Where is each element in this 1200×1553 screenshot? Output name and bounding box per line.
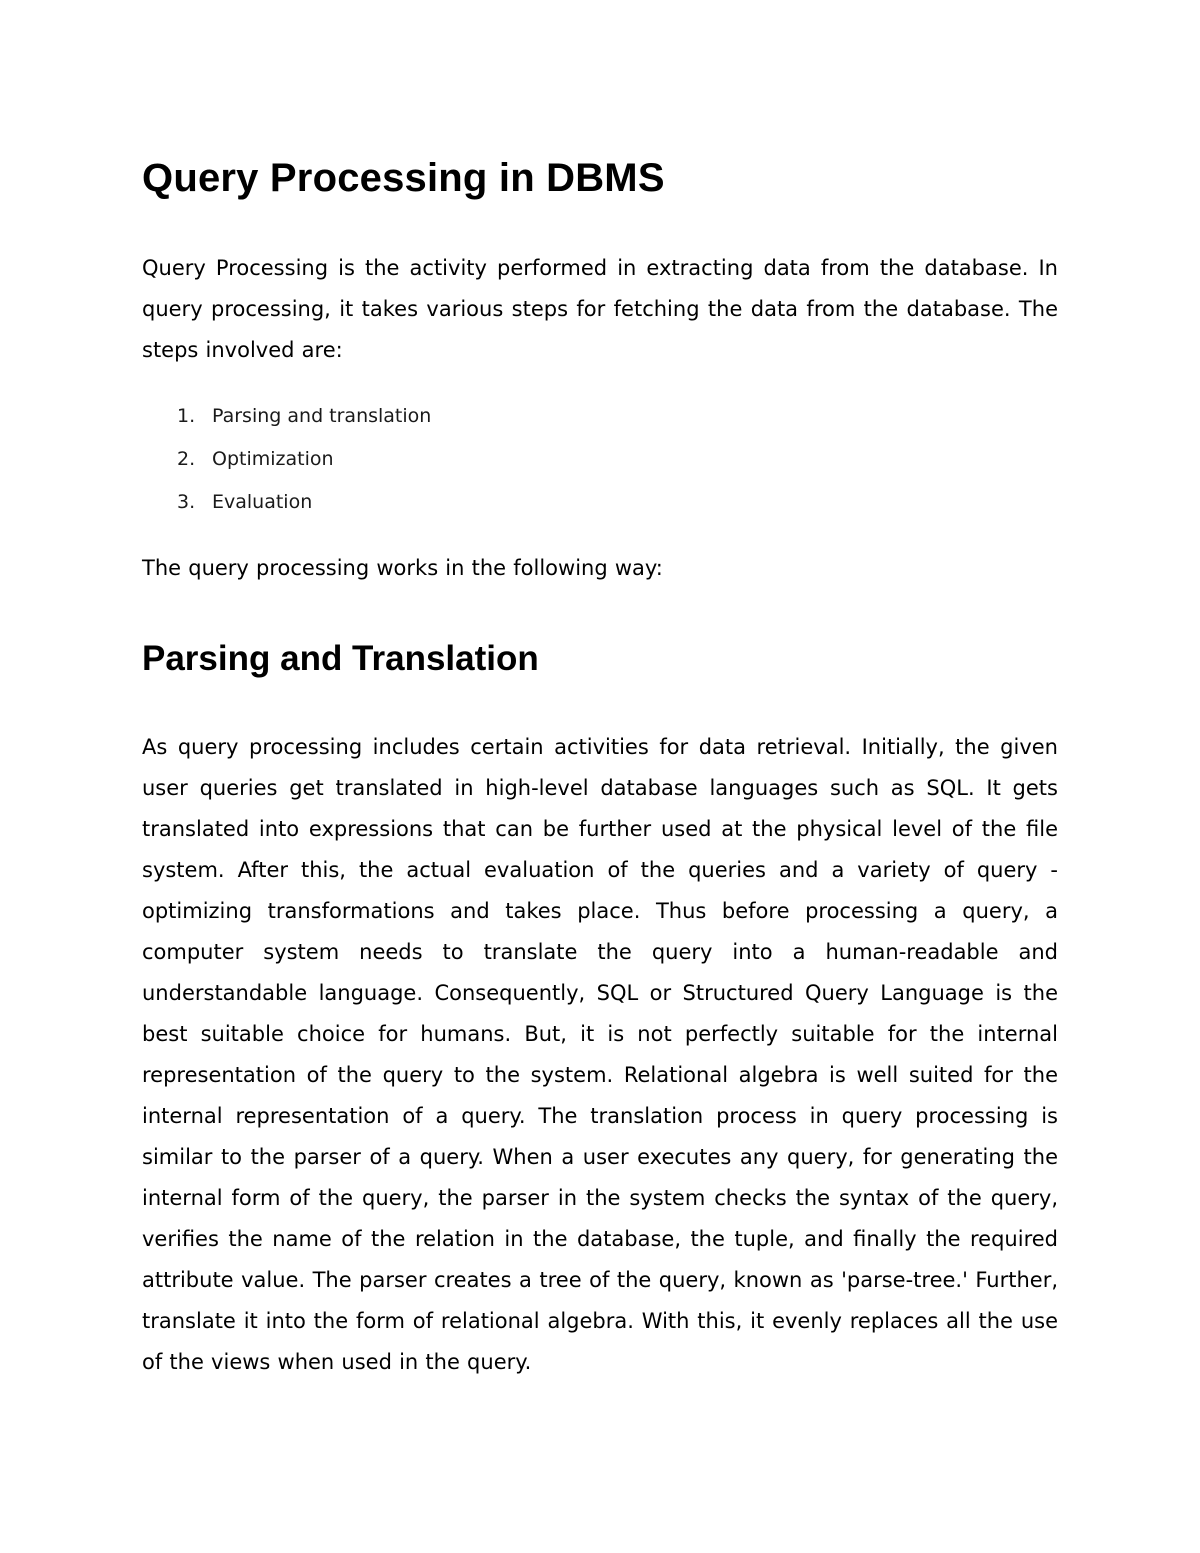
list-item-number: 2.	[177, 448, 196, 470]
document-page	[142, 150, 1058, 1383]
list-item-label: Parsing and translation	[212, 405, 432, 427]
intro-paragraph: Query Processing is the activity performed in extracting data from the database. In query processing, it takes various steps for fetching the data from the database. The steps involved are:	[142, 256, 1058, 362]
steps-list	[142, 395, 1058, 524]
list-item-number: 3.	[177, 491, 196, 513]
list-item-number: 1.	[177, 405, 196, 427]
list-item	[142, 481, 1058, 524]
transition-paragraph: The query processing works in the following way:	[142, 556, 663, 580]
list-item	[142, 395, 1058, 438]
section-heading: Parsing and Translation	[142, 639, 539, 678]
list-item-label: Optimization	[212, 448, 334, 470]
list-item	[142, 438, 1058, 481]
list-item-label: Evaluation	[212, 491, 313, 513]
document-title: Query Processing in DBMS	[142, 156, 665, 200]
section-body-paragraph: As query processing includes certain activities for data retrieval. Initially, the given user queries get translated in high-level database languages such as SQL. It gets translated into expressions that can be further used at the physical level of the file system. After this, the actual evaluation of the queries and a variety of query -optimizing transformations and takes place. Thus before processing a query, a computer system needs to translate the query into a human-readable and understandable language. Consequently, SQL or Structured Query Language is the best suitable choice for humans. But, it is not perfectly suitable for the internal representation of the query to the system. Relational algebra is well suited for the internal representation of a query. The translation process in query processing is similar to the parser of a query. When a user executes any query, for generating the internal form of the query, the parser in the system checks the syntax of the query, verifies the name of the relation in the database, the tuple, and finally the required attribute value. The parser creates a tree of the query, known as 'parse-tree.' Further, translate it into the form of relational algebra. With this, it evenly replaces all the use of the views when used in the query.	[142, 735, 1058, 1374]
